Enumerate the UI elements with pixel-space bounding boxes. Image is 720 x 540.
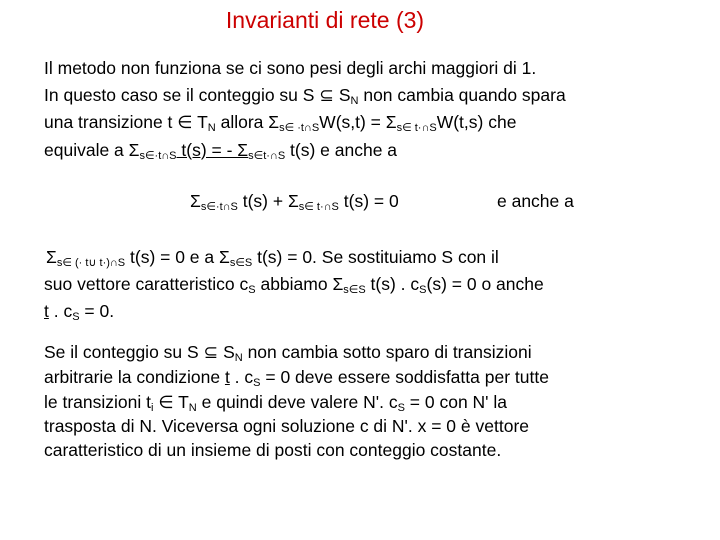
p1-l2-sub: N — [350, 95, 359, 107]
eq-sub-1: s∈·t∩S — [200, 201, 238, 213]
p1-l1-text: Il metodo non funziona se ci sono pesi degli archi maggiori di 1. — [44, 58, 537, 78]
p3-line-4 — [44, 416, 529, 437]
p3-l5-text: caratteristico di un insieme di posti con conteggio costante. — [44, 440, 502, 460]
p3-line-2 — [44, 367, 549, 388]
slide-title: Invarianti di rete (3) — [225, 7, 425, 33]
p3-l1-text-b: non cambia sotto sparo di transizioni — [242, 342, 532, 362]
p2-line-3 — [44, 301, 114, 322]
equation-tail — [497, 191, 574, 212]
p3-l3-text-c: e quindi deve valere N'. c — [196, 392, 398, 412]
p1-l3-text-b: allora Σ — [215, 112, 280, 132]
p3-l3-sub-2: N — [188, 402, 197, 414]
p1-l3-sub-1: N — [207, 122, 216, 134]
p1-l4-text-b: t(s) = - Σ — [176, 140, 249, 160]
p3-l2-text-c: = 0 deve essere soddisfatta per tutte — [260, 367, 549, 387]
p3-l3-text-a: le transizioni t — [44, 392, 151, 412]
eq-tail-text: e anche a — [497, 191, 574, 211]
p2-l2-text-b: abbiamo Σ — [255, 274, 344, 294]
p1-line-2 — [44, 85, 566, 106]
p1-l3-sub-3: s∈ t·∩S — [396, 122, 437, 134]
eq-text-b: t(s) + Σ — [237, 191, 299, 211]
p3-line-5 — [44, 440, 501, 461]
p2-l2-sub-1: S — [248, 284, 256, 296]
p1-l4-sub-1: s∈·t∩S — [139, 150, 177, 162]
p2-line-2 — [44, 274, 544, 295]
p3-l3-text-b: ∈ T — [153, 392, 189, 412]
p3-l4-text: trasposta di N. Viceversa ogni soluzione c di N'. x = 0 è vettore — [44, 416, 530, 436]
p3-l3-sub-1: i — [151, 402, 154, 414]
p1-l3-text-c: W(s,t) = Σ — [319, 112, 397, 132]
p3-l1-sub: N — [234, 352, 243, 364]
p3-l2-sub: S — [253, 377, 261, 389]
p3-line-3 — [44, 392, 507, 413]
eq-sub-2: s∈ t·∩S — [298, 201, 339, 213]
p1-l4-sub-2: s∈t·∩S — [248, 150, 286, 162]
p2-l3-text-c: = 0. — [79, 301, 115, 321]
p2-l1-sigma: Σ — [46, 247, 57, 267]
p2-l1-text-c: t(s) = 0. Se sostituiamo S con il — [252, 247, 499, 267]
p2-l2-sub-3: S — [419, 284, 427, 296]
p1-l2-text-a: In questo caso se il conteggio su S ⊆ S — [44, 85, 351, 105]
p3-l1-text-a: Se il conteggio su S ⊆ S — [44, 342, 235, 362]
p3-l2-t-vector: t — [224, 367, 230, 387]
eq-text-c: t(s) = 0 — [338, 191, 399, 211]
p1-line-1 — [44, 58, 536, 79]
p3-line-1 — [44, 342, 532, 363]
p2-l1-sub-2: s∈S — [229, 257, 253, 269]
p2-l2-text-c: t(s) . c — [365, 274, 420, 294]
p2-l2-text-d: (s) = 0 o anche — [426, 274, 544, 294]
p1-l4-text-c: t(s) e anche a — [285, 140, 398, 160]
p2-l1-text-b: t(s) = 0 e a Σ — [125, 247, 230, 267]
p1-l3-text-d: W(t,s) che — [436, 112, 517, 132]
p1-line-4 — [44, 140, 397, 161]
p2-l3-text-b: . c — [48, 301, 73, 321]
p1-l2-text-b: non cambia quando spara — [358, 85, 566, 105]
p2-line-1 — [46, 247, 499, 268]
p2-l2-text-a: suo vettore caratteristico c — [44, 274, 249, 294]
p3-l3-text-d: = 0 con N' la — [404, 392, 507, 412]
p3-l2-text-a: arbitrarie la condizione — [44, 367, 225, 387]
p2-l3-t-vector: t — [44, 301, 49, 321]
p1-l3-text-a: una transizione t ∈ T — [44, 112, 208, 132]
p2-l3-sub: S — [72, 311, 80, 323]
p1-l4-text-a: equivale a Σ — [44, 140, 140, 160]
p1-line-3 — [44, 112, 516, 133]
p3-l3-sub-3: S — [397, 402, 405, 414]
equation-line — [190, 191, 399, 212]
p2-l1-sub-1: s∈ (· t∪ t·)∩S — [56, 257, 126, 269]
p3-l2-text-b: . c — [229, 367, 254, 387]
eq-sigma-1: Σ — [190, 191, 201, 211]
p2-l2-sub-2: s∈S — [343, 284, 366, 296]
p1-l3-sub-2: s∈ ·t∩S — [279, 122, 320, 134]
